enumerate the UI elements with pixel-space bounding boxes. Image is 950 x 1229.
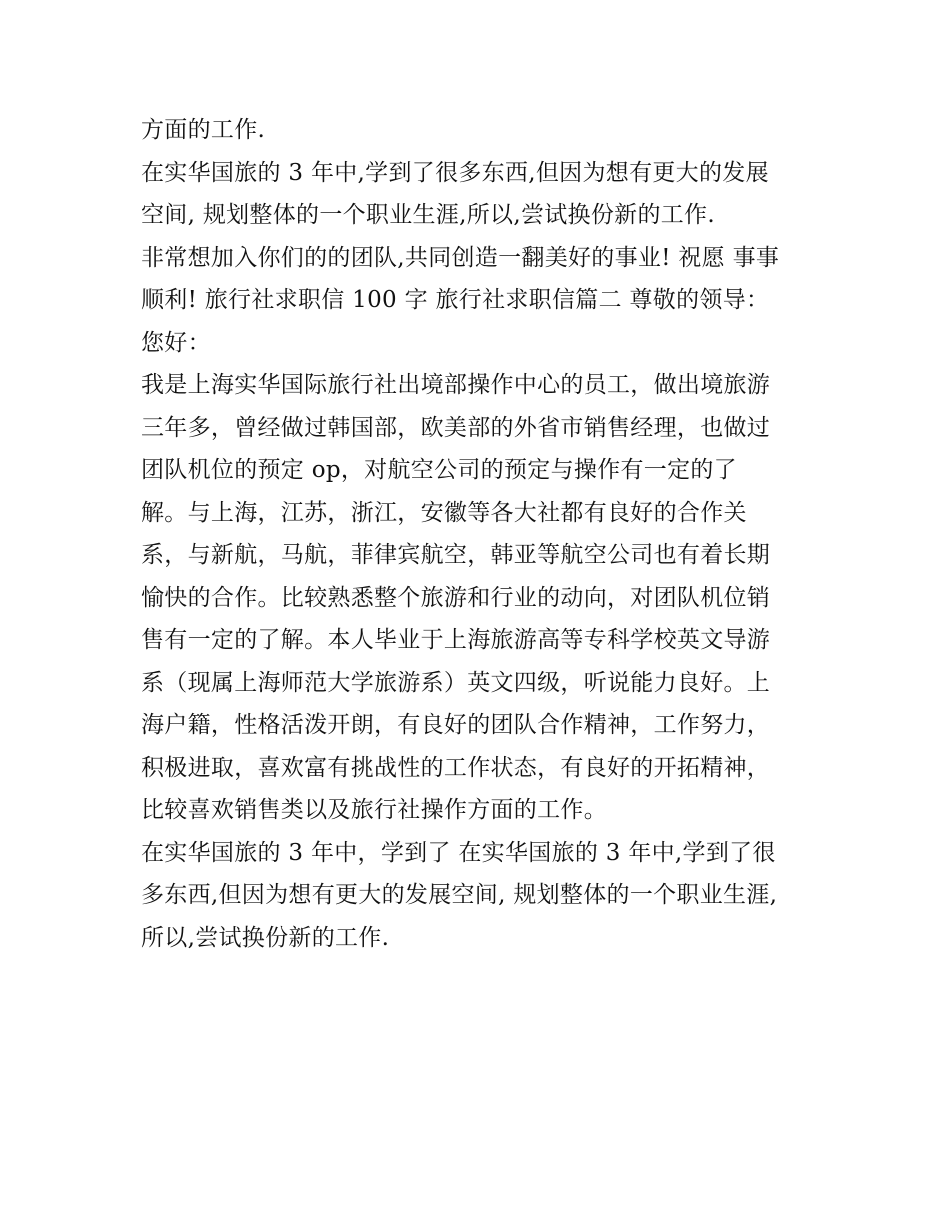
text-line: 比较喜欢销售类以及旅行社操作方面的工作。 <box>141 797 607 823</box>
text-line: 多东西,但因为想有更大的发展空间, 规划整体的一个职业生涯, <box>141 882 778 908</box>
text-line: 在实华国旅的 3 年中,学到了很多东西,但因为想有更大的发展 <box>141 159 769 186</box>
text-line: 售有一定的了解。本人毕业于上海旅游高等专科学校英文导游 <box>141 627 771 653</box>
text-line: 团队机位的预定 op，对航空公司的预定与操作有一定的了 <box>141 457 737 483</box>
text-line: 解。与上海，江苏，浙江，安徽等各大社都有良好的合作关 <box>141 499 747 526</box>
text-line: 愉快的合作。比较熟悉整个旅游和行业的动向，对团队机位销 <box>141 584 771 611</box>
text-line: 非常想加入你们的的团队,共同创造一翻美好的事业! 祝愿 事事 <box>141 244 780 271</box>
text-line: 积极进取，喜欢富有挑战性的工作状态，有良好的开拓精神， <box>141 754 771 781</box>
text-line: 三年多，曾经做过韩国部，欧美部的外省市销售经理，也做过 <box>141 414 771 441</box>
text-line: 空间, 规划整体的一个职业生涯,所以,尝试换份新的工作. <box>141 202 715 228</box>
text-line: 顺利! 旅行社求职信 100 字 旅行社求职信篇二 尊敬的领导： <box>141 287 770 313</box>
text-line: 在实华国旅的 3 年中，学到了 在实华国旅的 3 年中,学到了很 <box>141 839 776 866</box>
text-line: 海户籍，性格活泼开朗，有良好的团队合作精神，工作努力， <box>141 712 771 738</box>
text-line: 您好： <box>141 329 211 356</box>
text-line: 系（现属上海师范大学旅游系）英文四级，听说能力良好。上 <box>141 669 771 696</box>
text-line: 所以,尝试换份新的工作. <box>141 924 390 951</box>
document-body <box>141 109 821 959</box>
text-line: 系，与新航，马航，菲律宾航空，韩亚等航空公司也有着长期 <box>141 542 771 568</box>
text-line: 我是上海实华国际旅行社出境部操作中心的员工，做出境旅游 <box>141 372 771 398</box>
text-line: 方面的工作. <box>141 117 266 143</box>
